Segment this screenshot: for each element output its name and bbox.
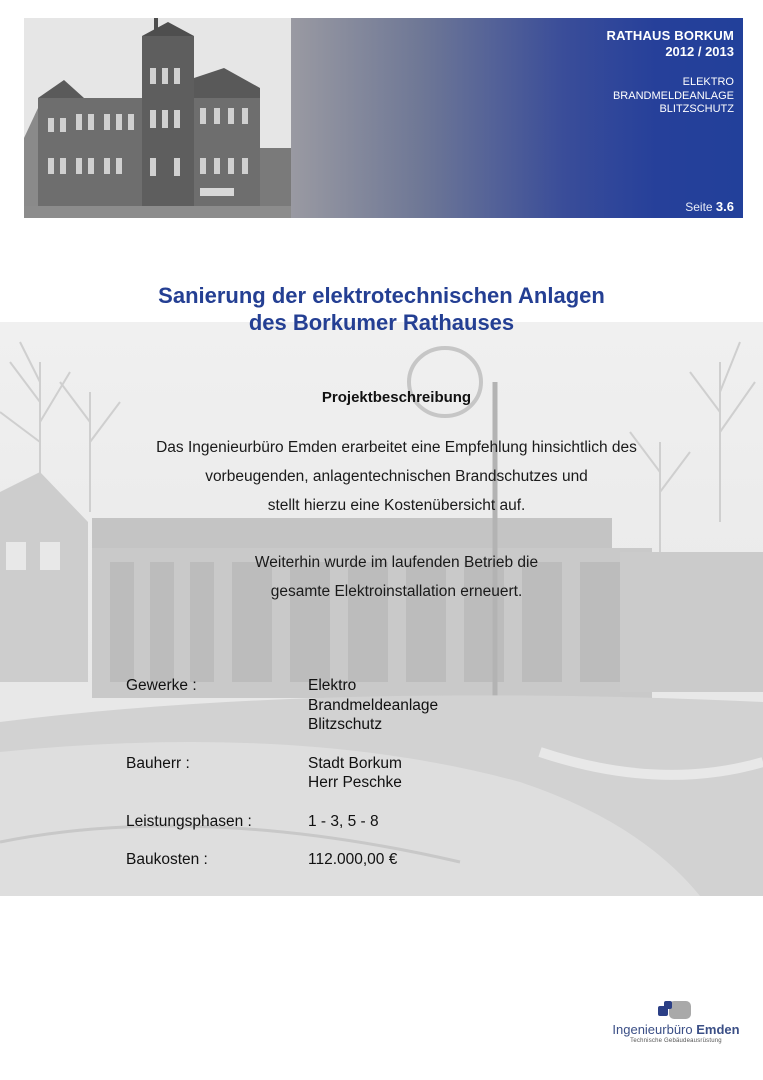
page-indicator <box>685 199 734 214</box>
fact-values <box>308 676 438 735</box>
fact-values <box>308 850 397 870</box>
fact-label: Baukosten : <box>126 851 208 868</box>
logo-name-regular: Ingenieurbüro <box>612 1022 693 1037</box>
fact-row-gewerke <box>126 676 626 735</box>
fact-value: Blitzschutz <box>308 716 383 733</box>
fact-label: Gewerke : <box>126 677 197 694</box>
fact-row-bauherr <box>126 754 626 793</box>
fact-value: Brandmeldeanlage <box>308 696 439 714</box>
page-number: 3.6 <box>715 199 734 214</box>
logo-name-bold: Emden <box>696 1022 740 1037</box>
fact-label: Bauherr : <box>126 754 190 772</box>
title-line: Sanierung der elektrotechnischen Anlagen <box>158 283 605 308</box>
fact-row-leistungsphasen <box>126 812 626 832</box>
description-line: vorbeugenden, anlagentechnischen Brandschutzes und <box>205 468 588 485</box>
project-years: 2012 / 2013 <box>665 44 734 59</box>
banner-text-block <box>434 28 734 117</box>
town-hall-photo <box>24 18 291 218</box>
description-paragraph <box>0 548 763 606</box>
logo-mark-icon <box>658 998 694 1020</box>
project-facts <box>126 676 626 889</box>
fact-value: 112.000,00 € <box>308 851 398 868</box>
page-title <box>0 282 763 336</box>
company-logo <box>606 998 746 1048</box>
page-label: Seite <box>685 200 713 214</box>
fact-values <box>308 754 402 793</box>
trade-item: ELEKTRO <box>682 76 734 88</box>
fact-label: Leistungsphasen : <box>126 812 252 830</box>
logo-wordmark <box>606 1022 746 1037</box>
description-paragraph <box>0 433 763 520</box>
fact-value: Herr Peschke <box>308 774 402 791</box>
description-line: Weiterhin wurde im laufenden Betrieb die <box>254 554 539 571</box>
fact-value: Elektro <box>308 677 357 694</box>
description-line: gesamte Elektroinstallation erneuert. <box>270 583 523 600</box>
title-line: des Borkumer Rathauses <box>248 310 515 335</box>
header-banner <box>24 18 743 218</box>
trade-item: BLITZSCHUTZ <box>659 103 734 115</box>
description-line: stellt hierzu eine Kostenübersicht auf. <box>267 497 526 514</box>
logo-tagline: Technische Gebäudeausrüstung <box>630 1038 722 1044</box>
trade-item: BRANDMELDEANLAGE <box>612 89 734 102</box>
fact-row-baukosten <box>126 850 626 870</box>
fact-values <box>308 812 379 832</box>
trade-list <box>434 76 734 117</box>
fact-value: 1 - 3, 5 - 8 <box>308 812 379 830</box>
description-line: Das Ingenieurbüro Emden erarbeitet eine Empfehlung hinsichtlich des <box>156 439 637 456</box>
fact-value: Stadt Borkum <box>308 754 402 772</box>
project-name: RATHAUS BORKUM <box>606 28 734 43</box>
section-heading: Projektbeschreibung <box>321 389 472 406</box>
